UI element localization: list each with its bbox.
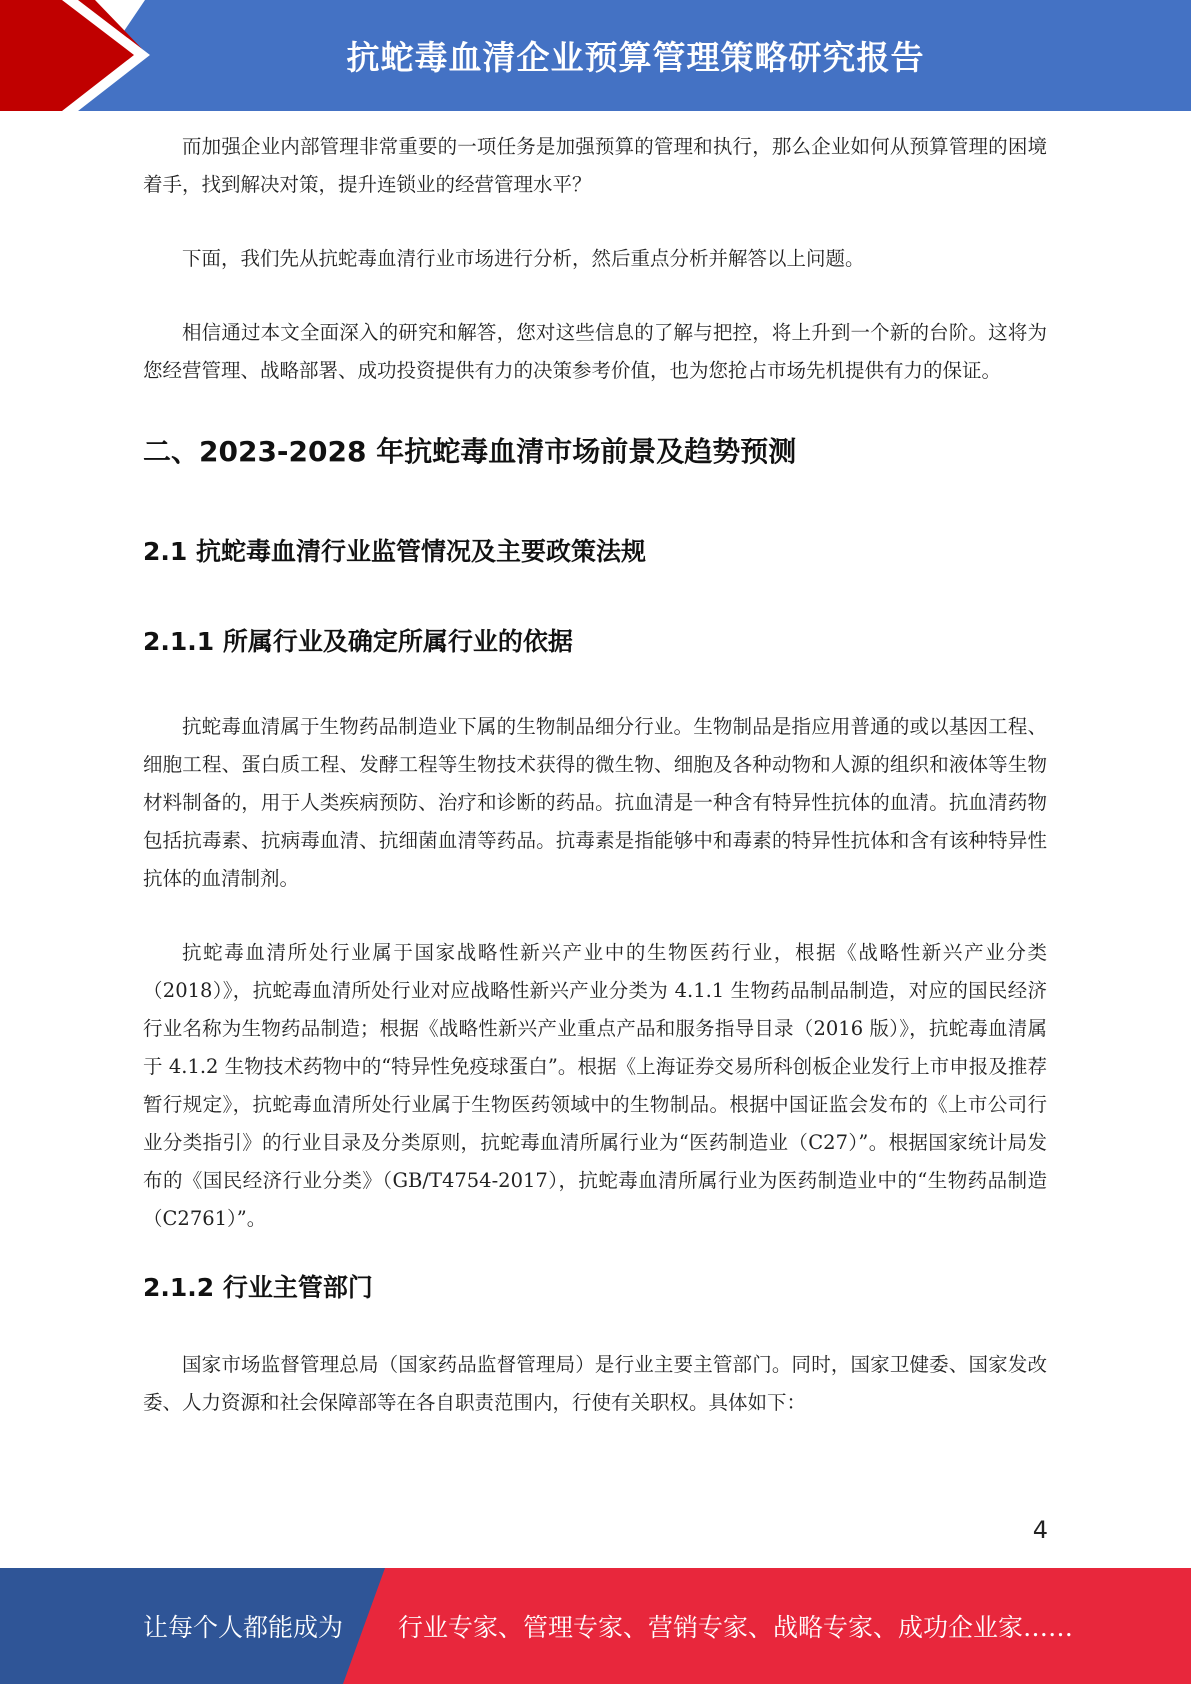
section-heading-2-1-1: 2.1.1 所属行业及确定所属行业的依据	[143, 627, 573, 656]
footer-slogan-left: 让每个人都能成为	[143, 1613, 344, 1642]
section-heading-2-1-2: 2.1.2 行业主管部门	[143, 1273, 373, 1302]
paragraph-regulators: 国家市场监督管理总局（国家药品监督管理局）是行业主要主管部门。同时，国家卫健委、国家发改委、人力资源和社会保障部等在各自职责范围内，行使有关职权。具体如下：	[143, 1353, 1047, 1414]
section-heading-2-1: 2.1 抗蛇毒血清行业监管情况及主要政策法规	[143, 537, 646, 566]
paragraph-intro-3: 相信通过本文全面深入的研究和解答，您对这些信息的了解与把控，将上升到一个新的台阶。这将为您经营管理、战略部署、成功投资提供有力的决策参考价值，也为您抢占市场先机提供有力的保证。	[143, 321, 1047, 382]
paragraph-intro-2: 下面，我们先从抗蛇毒血清行业市场进行分析，然后重点分析并解答以上问题。	[182, 247, 865, 270]
page-header	[0, 0, 1191, 111]
page-number: 4	[1032, 1516, 1048, 1544]
paragraph-industry-definition: 抗蛇毒血清属于生物药品制造业下属的生物制品细分行业。生物制品是指应用普通的或以基因工程、细胞工程、蛋白质工程、发酵工程等生物技术获得的微生物、细胞及各种动物和人源的组织和液体等生物材料制备的，用于人类疾病预防、治疗和诊断的药品。抗血清是一种含有特异性抗体的血清。抗血清药物包括抗毒素、抗病毒血清、抗细菌血清等药品。抗毒素是指能够中和毒素的特异性抗体和含有该种特异性抗体的血清制剂。	[143, 715, 1047, 890]
document-body	[143, 128, 1047, 1422]
section-heading-2: 二、2023-2028 年抗蛇毒血清市场前景及趋势预测	[143, 435, 797, 468]
paragraph-intro-1: 而加强企业内部管理非常重要的一项任务是加强预算的管理和执行，那么企业如何从预算管理的困境着手，找到解决对策，提升连锁业的经营管理水平？	[143, 135, 1047, 196]
paragraph-industry-classification: 抗蛇毒血清所处行业属于国家战略性新兴产业中的生物医药行业，根据《战略性新兴产业分类（2018）》，抗蛇毒血清所处行业对应战略性新兴产业分类为 4.1.1 生物药品制品制造，对应的国民经济行业名称为生物药品制造；根据《战略性新兴产业重点产品和服务指导目录（2016 版）》，抗蛇毒血清属于 4.1.2 生物技术药物中的“特异性免疫球蛋白”。根据《上海证券交易所科创板企业发行上市申报及推荐暂行规定》，抗蛇毒血清所处行业属于生物医药领域中的生物制品。根据中国证监会发布的《上市公司行业分类指引》的行业目录及分类原则，抗蛇毒血清所属行业为“医药制造业（C27）”。根据国家统计局发布的《国民经济行业分类》（GB/T4754-2017），抗蛇毒血清所属行业为医药制造业中的“生物药品制造（C2761）”。	[143, 941, 1047, 1230]
footer-slogan-right: 行业专家、管理专家、营销专家、战略专家、成功企业家……	[398, 1613, 1074, 1642]
report-title: 抗蛇毒血清企业预算管理策略研究报告	[346, 38, 925, 77]
header-arrow-decoration	[0, 0, 160, 111]
page-footer	[0, 1568, 1191, 1684]
